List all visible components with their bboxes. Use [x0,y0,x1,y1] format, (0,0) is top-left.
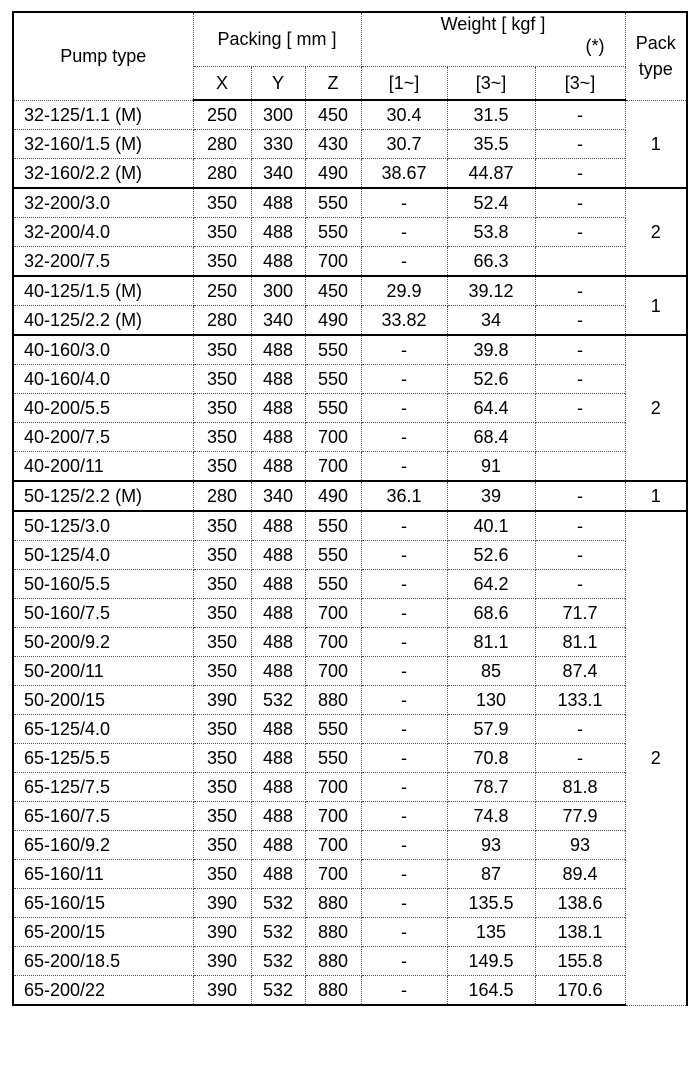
table-row [13,628,687,657]
weight-3ph-star-cell: 87.4 [535,657,625,686]
weight-1ph-cell: - [361,860,447,889]
pump-packing-table [12,11,688,1006]
packing-z-cell: 550 [305,335,361,365]
pack-type-cell: 2 [625,335,687,481]
table-row [13,218,687,247]
packing-x-cell: 350 [193,599,251,628]
header-weight [361,12,625,66]
header-y: Y [251,66,305,100]
table-row [13,773,687,802]
weight-1ph-cell: - [361,365,447,394]
weight-1ph-cell: - [361,657,447,686]
packing-x-cell: 350 [193,335,251,365]
weight-3ph-star-cell: - [535,218,625,247]
weight-3ph-star-cell: - [535,335,625,365]
table-row [13,947,687,976]
pump-type-cell: 40-160/3.0 [13,335,193,365]
weight-3ph-star-cell: 77.9 [535,802,625,831]
packing-z-cell: 550 [305,570,361,599]
packing-y-cell: 488 [251,570,305,599]
packing-x-cell: 350 [193,452,251,482]
packing-y-cell: 340 [251,481,305,511]
pump-type-cell: 65-125/4.0 [13,715,193,744]
weight-3ph-cell: 35.5 [447,130,535,159]
table-row [13,276,687,306]
table-row [13,860,687,889]
weight-1ph-cell: 38.67 [361,159,447,189]
packing-x-cell: 350 [193,218,251,247]
weight-1ph-cell: - [361,715,447,744]
packing-z-cell: 700 [305,773,361,802]
pack-type-cell: 1 [625,481,687,511]
weight-3ph-cell: 52.6 [447,541,535,570]
weight-1ph-cell: - [361,570,447,599]
pump-type-cell: 32-200/7.5 [13,247,193,277]
table-row [13,976,687,1006]
weight-1ph-cell: - [361,188,447,218]
packing-x-cell: 350 [193,715,251,744]
packing-y-cell: 488 [251,715,305,744]
table-row [13,452,687,482]
pack-type-cell: 2 [625,511,687,1005]
packing-y-cell: 488 [251,452,305,482]
weight-3ph-star-cell: - [535,744,625,773]
packing-x-cell: 350 [193,511,251,541]
pump-type-cell: 32-160/2.2 (M) [13,159,193,189]
header-star-note: (*) [585,36,605,56]
weight-1ph-cell: - [361,831,447,860]
packing-x-cell: 280 [193,130,251,159]
weight-3ph-star-cell: 138.1 [535,918,625,947]
packing-y-cell: 488 [251,335,305,365]
weight-3ph-star-cell [535,247,625,277]
packing-x-cell: 350 [193,423,251,452]
packing-y-cell: 488 [251,511,305,541]
weight-1ph-cell: - [361,511,447,541]
packing-y-cell: 340 [251,306,305,336]
weight-3ph-star-cell: 133.1 [535,686,625,715]
weight-3ph-star-cell: - [535,276,625,306]
table-row [13,247,687,277]
packing-y-cell: 532 [251,686,305,715]
weight-3ph-star-cell [535,452,625,482]
packing-z-cell: 700 [305,423,361,452]
weight-3ph-cell: 40.1 [447,511,535,541]
pump-type-cell: 40-200/5.5 [13,394,193,423]
packing-z-cell: 550 [305,715,361,744]
header-weight-label: Weight [ kgf ] [440,14,546,34]
weight-3ph-cell: 39 [447,481,535,511]
table-row [13,335,687,365]
weight-1ph-cell: - [361,541,447,570]
weight-3ph-cell: 70.8 [447,744,535,773]
pump-type-cell: 65-200/15 [13,918,193,947]
weight-3ph-cell: 91 [447,452,535,482]
packing-x-cell: 350 [193,831,251,860]
header-weight-3ph-star: [3~] [535,66,625,100]
table-body [13,100,687,1005]
weight-3ph-cell: 78.7 [447,773,535,802]
pump-type-cell: 32-160/1.5 (M) [13,130,193,159]
packing-x-cell: 390 [193,889,251,918]
packing-x-cell: 280 [193,159,251,189]
packing-y-cell: 488 [251,802,305,831]
packing-x-cell: 350 [193,802,251,831]
table-row [13,657,687,686]
packing-z-cell: 880 [305,889,361,918]
weight-1ph-cell: - [361,686,447,715]
weight-3ph-cell: 39.12 [447,276,535,306]
packing-z-cell: 490 [305,481,361,511]
weight-3ph-star-cell: 89.4 [535,860,625,889]
table-row [13,306,687,336]
pump-type-cell: 50-125/4.0 [13,541,193,570]
weight-1ph-cell: - [361,452,447,482]
packing-x-cell: 350 [193,628,251,657]
pump-type-cell: 65-160/15 [13,889,193,918]
weight-1ph-cell: - [361,394,447,423]
weight-3ph-cell: 39.8 [447,335,535,365]
packing-y-cell: 330 [251,130,305,159]
packing-z-cell: 700 [305,657,361,686]
weight-3ph-cell: 52.4 [447,188,535,218]
pack-type-cell: 2 [625,188,687,276]
header-pump-type: Pump type [13,12,193,100]
header-z: Z [305,66,361,100]
packing-z-cell: 700 [305,599,361,628]
packing-y-cell: 488 [251,218,305,247]
table-row [13,715,687,744]
weight-3ph-star-cell: - [535,715,625,744]
pump-type-cell: 50-200/11 [13,657,193,686]
table-row [13,918,687,947]
packing-z-cell: 700 [305,247,361,277]
table-row [13,365,687,394]
weight-3ph-star-cell: - [535,394,625,423]
weight-1ph-cell: - [361,218,447,247]
pump-type-cell: 65-125/5.5 [13,744,193,773]
table-row [13,100,687,130]
weight-3ph-star-cell: - [535,481,625,511]
weight-3ph-star-cell: - [535,159,625,189]
weight-3ph-star-cell: - [535,570,625,599]
pump-type-cell: 50-160/5.5 [13,570,193,599]
pump-type-cell: 65-160/7.5 [13,802,193,831]
packing-y-cell: 488 [251,599,305,628]
weight-1ph-cell: - [361,335,447,365]
pack-type-cell: 1 [625,276,687,335]
weight-3ph-star-cell: 81.1 [535,628,625,657]
packing-x-cell: 350 [193,773,251,802]
packing-y-cell: 532 [251,947,305,976]
weight-3ph-cell: 64.2 [447,570,535,599]
packing-y-cell: 532 [251,976,305,1006]
packing-z-cell: 700 [305,628,361,657]
weight-1ph-cell: - [361,889,447,918]
table-row [13,802,687,831]
packing-y-cell: 488 [251,188,305,218]
pump-type-cell: 65-200/22 [13,976,193,1006]
packing-x-cell: 390 [193,686,251,715]
packing-z-cell: 550 [305,365,361,394]
packing-x-cell: 250 [193,276,251,306]
pump-type-cell: 50-200/9.2 [13,628,193,657]
packing-z-cell: 430 [305,130,361,159]
table-row [13,394,687,423]
weight-3ph-star-cell: 138.6 [535,889,625,918]
table-row [13,130,687,159]
weight-1ph-cell: 36.1 [361,481,447,511]
weight-3ph-star-cell: - [535,511,625,541]
packing-y-cell: 340 [251,159,305,189]
weight-3ph-star-cell: 155.8 [535,947,625,976]
packing-y-cell: 488 [251,744,305,773]
pump-type-cell: 65-160/11 [13,860,193,889]
table-row [13,423,687,452]
packing-y-cell: 488 [251,628,305,657]
packing-x-cell: 390 [193,976,251,1006]
pump-type-cell: 40-200/7.5 [13,423,193,452]
weight-3ph-cell: 93 [447,831,535,860]
packing-y-cell: 488 [251,541,305,570]
packing-x-cell: 390 [193,918,251,947]
packing-z-cell: 550 [305,188,361,218]
weight-1ph-cell: 30.7 [361,130,447,159]
table-row [13,188,687,218]
packing-x-cell: 350 [193,860,251,889]
pump-type-cell: 50-160/7.5 [13,599,193,628]
weight-3ph-cell: 149.5 [447,947,535,976]
table-row [13,831,687,860]
header-weight-1ph: [1~] [361,66,447,100]
pump-type-cell: 40-200/11 [13,452,193,482]
weight-1ph-cell: - [361,423,447,452]
weight-3ph-cell: 130 [447,686,535,715]
weight-3ph-star-cell: 71.7 [535,599,625,628]
weight-3ph-star-cell: 93 [535,831,625,860]
weight-1ph-cell: - [361,802,447,831]
packing-x-cell: 350 [193,365,251,394]
pump-type-cell: 50-125/2.2 (M) [13,481,193,511]
packing-z-cell: 880 [305,918,361,947]
packing-y-cell: 488 [251,365,305,394]
weight-3ph-cell: 57.9 [447,715,535,744]
weight-3ph-cell: 31.5 [447,100,535,130]
weight-3ph-cell: 68.4 [447,423,535,452]
packing-y-cell: 300 [251,100,305,130]
weight-1ph-cell: - [361,247,447,277]
packing-x-cell: 350 [193,541,251,570]
packing-z-cell: 880 [305,947,361,976]
packing-x-cell: 350 [193,570,251,599]
weight-3ph-star-cell: - [535,100,625,130]
packing-y-cell: 488 [251,860,305,889]
packing-x-cell: 350 [193,657,251,686]
weight-3ph-cell: 34 [447,306,535,336]
weight-3ph-star-cell: 170.6 [535,976,625,1006]
header-x: X [193,66,251,100]
header-packing: Packing [ mm ] [193,12,361,66]
table-row [13,159,687,189]
weight-3ph-star-cell [535,423,625,452]
packing-z-cell: 550 [305,394,361,423]
weight-3ph-star-cell: - [535,541,625,570]
pump-type-cell: 32-200/4.0 [13,218,193,247]
table-row [13,481,687,511]
weight-3ph-cell: 135.5 [447,889,535,918]
weight-3ph-cell: 135 [447,918,535,947]
weight-3ph-star-cell: - [535,130,625,159]
packing-x-cell: 280 [193,306,251,336]
weight-3ph-cell: 85 [447,657,535,686]
weight-1ph-cell: - [361,628,447,657]
packing-x-cell: 350 [193,394,251,423]
packing-y-cell: 488 [251,773,305,802]
pump-type-cell: 32-200/3.0 [13,188,193,218]
weight-1ph-cell: - [361,918,447,947]
packing-z-cell: 550 [305,541,361,570]
weight-1ph-cell: - [361,976,447,1006]
weight-3ph-cell: 64.4 [447,394,535,423]
pack-type-cell: 1 [625,100,687,188]
weight-1ph-cell: - [361,599,447,628]
packing-z-cell: 490 [305,306,361,336]
weight-3ph-star-cell: - [535,365,625,394]
packing-z-cell: 700 [305,452,361,482]
weight-3ph-cell: 53.8 [447,218,535,247]
packing-z-cell: 700 [305,831,361,860]
packing-y-cell: 300 [251,276,305,306]
weight-1ph-cell: 29.9 [361,276,447,306]
weight-3ph-cell: 52.6 [447,365,535,394]
packing-z-cell: 450 [305,100,361,130]
packing-y-cell: 488 [251,394,305,423]
table-row [13,570,687,599]
weight-3ph-star-cell: - [535,188,625,218]
packing-x-cell: 250 [193,100,251,130]
weight-3ph-cell: 87 [447,860,535,889]
weight-3ph-cell: 66.3 [447,247,535,277]
pump-type-cell: 65-125/7.5 [13,773,193,802]
pump-type-cell: 50-125/3.0 [13,511,193,541]
packing-y-cell: 488 [251,247,305,277]
packing-x-cell: 350 [193,188,251,218]
packing-z-cell: 880 [305,976,361,1006]
weight-1ph-cell: - [361,773,447,802]
packing-x-cell: 390 [193,947,251,976]
packing-y-cell: 532 [251,889,305,918]
packing-z-cell: 490 [305,159,361,189]
packing-z-cell: 550 [305,511,361,541]
table-row [13,889,687,918]
table-row [13,599,687,628]
weight-1ph-cell: 30.4 [361,100,447,130]
weight-3ph-cell: 81.1 [447,628,535,657]
packing-z-cell: 550 [305,218,361,247]
pump-type-cell: 40-125/1.5 (M) [13,276,193,306]
weight-1ph-cell: 33.82 [361,306,447,336]
weight-3ph-star-cell: 81.8 [535,773,625,802]
header-weight-3ph: [3~] [447,66,535,100]
packing-x-cell: 350 [193,744,251,773]
weight-3ph-cell: 68.6 [447,599,535,628]
packing-y-cell: 488 [251,831,305,860]
table-row [13,744,687,773]
weight-3ph-cell: 164.5 [447,976,535,1006]
packing-x-cell: 280 [193,481,251,511]
pump-type-cell: 50-200/15 [13,686,193,715]
table-row [13,511,687,541]
weight-1ph-cell: - [361,744,447,773]
packing-y-cell: 532 [251,918,305,947]
header-pack-type: Pack type [625,12,687,100]
pump-type-cell: 32-125/1.1 (M) [13,100,193,130]
pump-type-cell: 65-200/18.5 [13,947,193,976]
weight-3ph-star-cell: - [535,306,625,336]
packing-z-cell: 880 [305,686,361,715]
packing-z-cell: 550 [305,744,361,773]
table-row [13,541,687,570]
table-row [13,686,687,715]
packing-z-cell: 700 [305,860,361,889]
pump-type-cell: 65-160/9.2 [13,831,193,860]
packing-y-cell: 488 [251,423,305,452]
packing-z-cell: 450 [305,276,361,306]
packing-y-cell: 488 [251,657,305,686]
packing-x-cell: 350 [193,247,251,277]
packing-z-cell: 700 [305,802,361,831]
pump-type-cell: 40-125/2.2 (M) [13,306,193,336]
weight-3ph-cell: 74.8 [447,802,535,831]
weight-1ph-cell: - [361,947,447,976]
weight-3ph-cell: 44.87 [447,159,535,189]
pump-type-cell: 40-160/4.0 [13,365,193,394]
